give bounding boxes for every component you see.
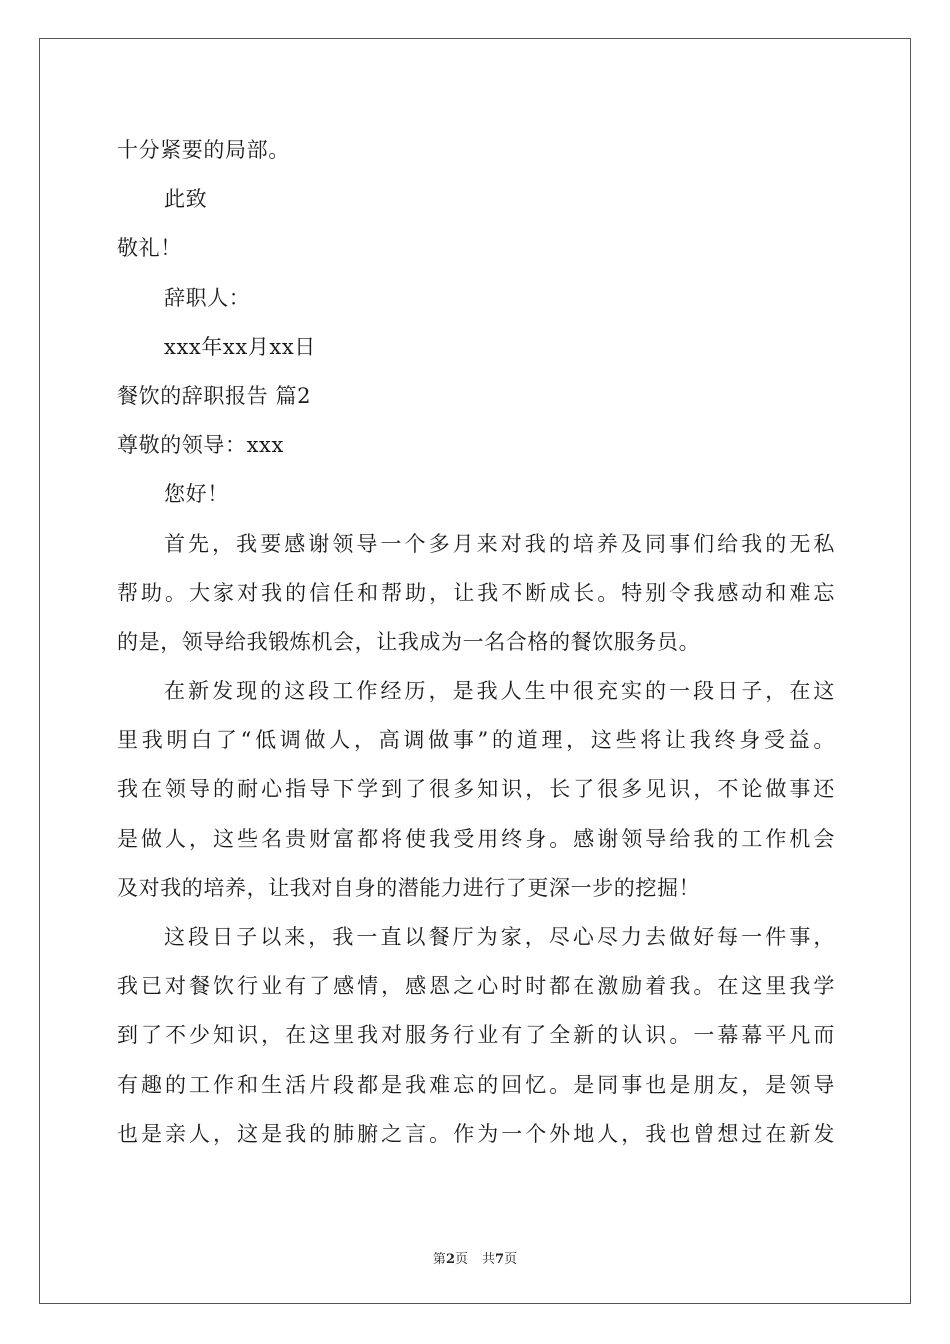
text-line: 首先，我要感谢领导一个多月来对我的培养及同事们给我的无私 bbox=[164, 531, 835, 556]
text-line: 此致 bbox=[164, 187, 208, 212]
total-prefix: 共 bbox=[482, 1252, 496, 1267]
text-line: 十分紧要的局部。 bbox=[117, 138, 290, 162]
text-line: 有趣的工作和生活片段都是我难忘的回忆。是同事也是朋友，是领导 bbox=[117, 1072, 835, 1097]
text-line: 是做人，这些名贵财富都将使我受用终身。感谢领导给我的工作机会 bbox=[117, 826, 835, 851]
text-line: 尊敬的领导：xxx bbox=[117, 433, 284, 458]
text-line: 里我明白了“低调做人，高调做事”的道理，这些将让我终身受益。 bbox=[117, 728, 835, 753]
page-number: 2 bbox=[445, 1252, 455, 1267]
text-line: 帮助。大家对我的信任和帮助，让我不断成长。特别令我感动和难忘 bbox=[117, 580, 835, 605]
page-footer bbox=[0, 1248, 950, 1267]
text-line: 在新发现的这段工作经历，是我人生中很充实的一段日子，在这 bbox=[164, 679, 835, 704]
text-line: 到了不少知识，在这里我对服务行业有了全新的认识。一幕幕平凡而 bbox=[117, 1023, 835, 1048]
text-line: 您好！ bbox=[164, 482, 229, 507]
text-line: 也是亲人，这是我的肺腑之言。作为一个外地人，我也曾想过在新发 bbox=[117, 1121, 835, 1146]
page-unit: 页 bbox=[454, 1252, 468, 1267]
text-line: 敬礼！ bbox=[117, 236, 182, 261]
text-line: 辞职人： bbox=[164, 285, 251, 310]
text-line: 的是，领导给我锻炼机会，让我成为一名合格的餐饮服务员。 bbox=[117, 629, 701, 654]
page-prefix: 第 bbox=[432, 1252, 446, 1267]
text-line: 我已对餐饮行业有了感情，感恩之心时时都在激励着我。在这里我学 bbox=[117, 974, 835, 999]
text-line: 这段日子以来，我一直以餐厅为家，尽心尽力去做好每一件事， bbox=[164, 925, 835, 949]
text-line: 我在领导的耐心指导下学到了很多知识，长了很多见识，不论做事还 bbox=[117, 777, 835, 802]
document-body bbox=[117, 126, 835, 1159]
total-unit: 页 bbox=[504, 1252, 518, 1267]
text-line: 餐饮的辞职报告 篇2 bbox=[117, 383, 312, 408]
text-line: xxx年xx月xx日 bbox=[164, 334, 316, 359]
text-line: 及对我的培养，让我对自身的潜能力进行了更深一步的挖掘！ bbox=[117, 875, 701, 900]
total-pages: 7 bbox=[495, 1252, 505, 1267]
